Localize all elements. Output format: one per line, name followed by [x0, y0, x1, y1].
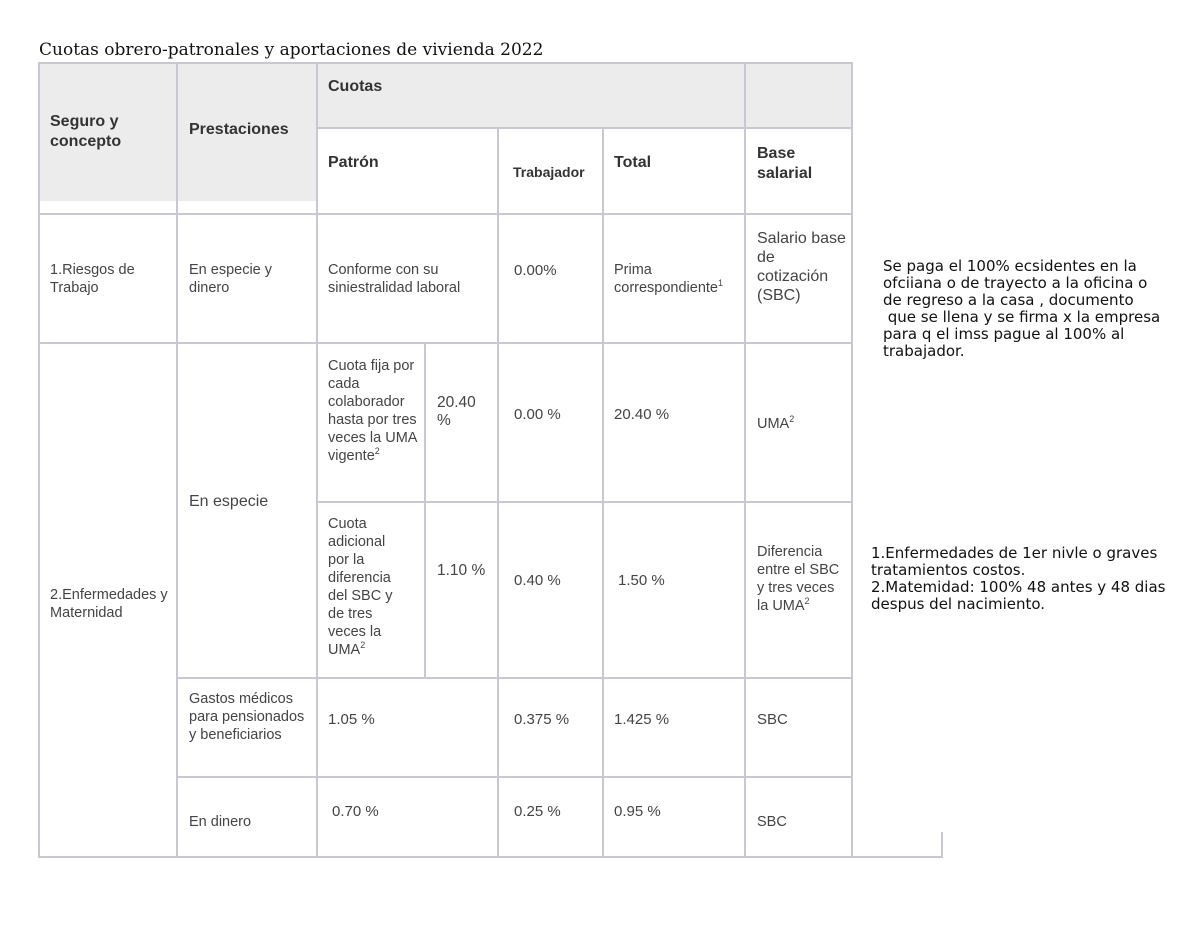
row-line-cuotas [316, 127, 853, 129]
riesgos-prestacion: En especie y dinero [189, 262, 273, 296]
extra-line-right [941, 832, 943, 858]
note-line: tratamientos costos. [871, 561, 1026, 579]
note-line: de regreso a la casa , documento [883, 291, 1134, 309]
riesgos-base: Salario base de cotización (SBC) [757, 230, 846, 304]
fija-trabajador: 0.00 % [514, 406, 561, 423]
note-line: que se llena y se firma x la empresa [883, 308, 1161, 326]
col-line-2 [316, 62, 318, 858]
adicional-patron: 1.10 % [437, 562, 486, 579]
fija-total: 20.40 % [614, 406, 670, 423]
dinero-total: 0.95 % [614, 803, 661, 820]
row-line-gastos-bottom [176, 776, 853, 778]
extra-line-bottom [853, 856, 943, 858]
row-line-especie-bottom [176, 677, 853, 679]
adicional-base: Diferencia entre el SBC y tres veces la UMA$^2$ [757, 544, 840, 614]
row-line-riesgos-bottom [38, 342, 853, 344]
note-riesgos [883, 258, 1193, 360]
note-line: trabajador. [883, 342, 965, 360]
col-line-5 [744, 62, 746, 858]
note-line: Se paga el 100% ecsidentes en la [883, 257, 1137, 275]
fija-patron: 20.40 % [437, 394, 476, 429]
header-trabajador: Trabajador [513, 164, 585, 180]
especie-prestacion: En especie [189, 493, 269, 510]
note-line: ofciiana o de trayecto a la oficina o [883, 274, 1148, 292]
gastos-total: 1.425 % [614, 711, 670, 728]
row-line-header-bottom [38, 213, 853, 215]
header-prestaciones: Prestaciones [189, 121, 289, 138]
fija-concepto: Cuota fija por cada colaborador hasta por tres veces la UMA vigente$^2$ [328, 358, 417, 464]
gastos-prestacion: Gastos médicos para pensionados y beneficiarios [189, 691, 305, 743]
header-seguro: Seguro y concepto [50, 113, 122, 150]
note-enfermedades [871, 545, 1196, 613]
dinero-trabajador: 0.25 % [514, 803, 561, 820]
adicional-total: 1.50 % [618, 572, 665, 589]
page-title: Cuotas obrero-patronales y aportaciones de vivienda 2022 [39, 40, 544, 60]
header-bg-cuotas [318, 63, 851, 127]
note-line: 2.Matemidad: 100% 48 antes y 48 dias [871, 578, 1166, 596]
col-line-sub-1 [424, 343, 426, 501]
fija-base: UMA$^2$ [757, 414, 795, 432]
note-line: 1.Enfermedades de 1er nivle o graves [871, 544, 1158, 562]
gastos-trabajador: 0.375 % [514, 711, 570, 728]
header-total: Total [614, 154, 652, 171]
table-border-bottom [38, 856, 853, 858]
col-line-1 [176, 62, 178, 858]
dinero-patron: 0.70 % [332, 803, 379, 820]
adicional-trabajador: 0.40 % [514, 572, 561, 589]
col-line-4 [602, 127, 604, 858]
gastos-base: SBC [757, 711, 788, 728]
col-line-3 [497, 127, 499, 858]
riesgos-seguro: 1.Riesgos de Trabajo [50, 262, 135, 296]
gastos-patron: 1.05 % [328, 711, 375, 728]
dinero-base: SBC [757, 814, 787, 830]
table-border-left [38, 62, 40, 858]
dinero-prestacion: En dinero [189, 814, 252, 830]
adicional-concepto: Cuota adicional por la diferencia del SBC y de tres veces la UMA$^2$ [328, 516, 393, 658]
header-patron: Patrón [328, 154, 379, 171]
row-line-fija-bottom [316, 501, 853, 503]
riesgos-patron: Conforme con su siniestralidad laboral [328, 262, 461, 296]
table-border-right [851, 62, 853, 858]
note-line: despus del nacimiento. [871, 595, 1046, 613]
riesgos-total: Prima correspondiente$^1$ [614, 262, 724, 296]
enfermedades-seguro: 2.Enfermedades y Maternidad [50, 587, 168, 621]
table-border-top [38, 62, 853, 64]
col-line-sub-2 [424, 503, 426, 677]
riesgos-trabajador: 0.00% [514, 262, 557, 279]
header-cuotas: Cuotas [328, 78, 383, 95]
note-line: para q el imss pague al 100% al [883, 325, 1125, 343]
header-base: Base salarial [757, 145, 813, 182]
